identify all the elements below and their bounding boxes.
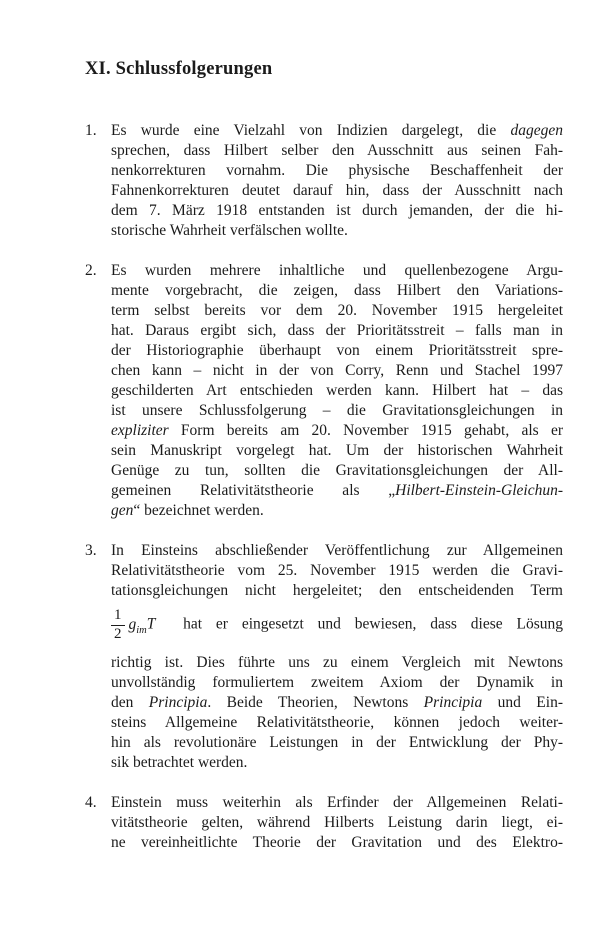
text-segment: steins Allgemeine Relativitätstheorie, können jedoch weiter- — [111, 714, 563, 731]
text-segment: geschilderten Art entschieden werden kann. Hilbert hat – das — [111, 382, 563, 399]
item-number: 4. — [85, 794, 97, 811]
text-segment: “ bezeichnet werden. — [133, 502, 264, 519]
text-segment: den — [111, 694, 149, 711]
page-title: XI. Schlussfolgerungen — [85, 59, 273, 79]
list-item — [85, 261, 563, 521]
text-segment: sik betrachtet werden. — [111, 754, 248, 771]
italic-text: Hilbert-Einstein-Gleichun- — [395, 482, 563, 499]
text-line — [111, 421, 563, 441]
text-segment: mente vorgebracht, die zeigen, dass Hilbert den Variations- — [111, 282, 563, 299]
list-item — [85, 121, 563, 241]
text-segment: Einstein muss weiterhin als Erfinder der Allgemeinen Relati- — [111, 794, 563, 811]
item-number: 2. — [85, 262, 97, 279]
item-body — [111, 793, 563, 853]
text-line — [111, 321, 563, 341]
text-segment: storische Wahrheit verfälschen wollte. — [111, 222, 348, 239]
text-line — [111, 813, 563, 833]
text-line — [111, 793, 563, 813]
text-line — [111, 281, 563, 301]
italic-text: dagegen — [510, 122, 563, 139]
text-line — [111, 221, 563, 241]
text-line — [111, 581, 563, 601]
text-line — [111, 121, 563, 141]
text-line — [111, 653, 563, 673]
text-line — [111, 561, 563, 581]
list-item — [85, 793, 563, 853]
italic-text: expliziter — [111, 422, 169, 439]
text-segment: In Einsteins abschließender Veröffentlichung zur Allgemeinen — [111, 542, 563, 559]
text-line — [111, 161, 563, 181]
text-segment: hin als revolutionäre Leistungen in der Entwicklung der Phy- — [111, 734, 563, 751]
formula-line — [111, 607, 563, 643]
text-line — [111, 541, 563, 561]
subscript: im — [136, 624, 147, 636]
text-segment: chen kann – nicht in der von Corry, Renn und Stachel 1997 — [111, 362, 563, 379]
text-segment: Es wurden mehrere inhaltliche und quellenbezogene Argu- — [111, 262, 563, 279]
text-segment: und Ein- — [482, 694, 563, 711]
text-segment: . Beide Theorien, Newtons — [207, 694, 424, 711]
text-segment: richtig ist. Dies führte uns zu einem Vergleich mit Newtons — [111, 654, 563, 671]
text-line — [111, 713, 563, 733]
list-item — [85, 541, 563, 773]
text-segment: term selbst bereits vor dem 20. November 1915 hergeleitet — [111, 302, 563, 319]
text-line — [111, 501, 563, 521]
text-segment: hat. Daraus ergibt sich, dass der Prioritätsstreit – falls man in — [111, 322, 563, 339]
conclusions-list — [85, 121, 563, 853]
text-segment: tationsgleichungen nicht hergeleitet; den entscheidenden Term — [111, 582, 563, 599]
italic-text: T — [146, 615, 156, 633]
text-line — [111, 833, 563, 853]
text-segment: vitätstheorie gelten, während Hilberts Leistung darin liegt, ei- — [111, 814, 563, 831]
text-segment: sein Manuskript vorgelegt hat. Um der historischen Wahrheit — [111, 442, 563, 459]
text-segment: ne vereinheitlichte Theorie der Gravitation und des Elektro- — [111, 834, 563, 851]
text-line — [111, 753, 563, 773]
text-line — [111, 181, 563, 201]
text-segment: Form bereits am 20. November 1915 gehabt, als er — [168, 422, 563, 439]
text-line — [111, 141, 563, 161]
italic-text: Principia — [148, 694, 208, 711]
text-line — [111, 733, 563, 753]
text-line — [111, 341, 563, 361]
text-line — [111, 481, 563, 501]
text-segment: unvollständig formuliertem zweitem Axiom der Dynamik in — [111, 674, 563, 691]
italic-text: Principia — [423, 694, 483, 711]
text-segment: Es wurde eine Vielzahl von Indizien dargelegt, die — [111, 122, 511, 139]
text-segment: der Historiographie überhaupt von einem Prioritätsstreit spre- — [111, 342, 563, 359]
item-number: 1. — [85, 122, 97, 139]
text-segment: ist unsere Schlussfolgerung – die Gravitationsgleichungen in — [111, 402, 563, 419]
text-line — [111, 361, 563, 381]
text-line — [111, 261, 563, 281]
text-segment: sprechen, dass Hilbert selber den Ausschnitt aus seinen Fah- — [111, 142, 563, 159]
text-line — [111, 201, 563, 221]
text-line — [111, 401, 563, 421]
item-body — [111, 261, 563, 521]
item-body — [111, 541, 563, 773]
text-line — [111, 441, 563, 461]
text-segment: dem 7. März 1918 entstanden ist durch jemanden, der die hi- — [111, 202, 563, 219]
italic-text: gen — [111, 502, 134, 519]
text-line — [111, 381, 563, 401]
text-line — [111, 693, 563, 713]
text-segment: Relativitätstheorie vom 25. November 1915 werden die Gravi- — [111, 562, 563, 579]
text-segment: gemeinen Relativitätstheorie als „ — [111, 482, 396, 499]
text-segment: Genüge zu tun, sollten die Gravitationsgleichungen der All- — [111, 462, 563, 479]
fraction-one-half: $\frac{1}{2}$ — [111, 607, 125, 643]
item-body — [111, 121, 563, 241]
text-line — [111, 301, 563, 321]
text-segment: nenkorrekturen vornahm. Die physische Beschaffenheit der — [111, 162, 563, 179]
text-line — [111, 673, 563, 693]
text-line — [111, 461, 563, 481]
text-segment: hat er eingesetzt und bewiesen, dass diese Lösung — [155, 615, 563, 633]
text-segment: Fahnenkorrekturen deutet darauf hin, dass der Ausschnitt nach — [111, 182, 563, 199]
italic-text: $g_{im}$ — [128, 615, 147, 636]
item-number: 3. — [85, 542, 97, 559]
